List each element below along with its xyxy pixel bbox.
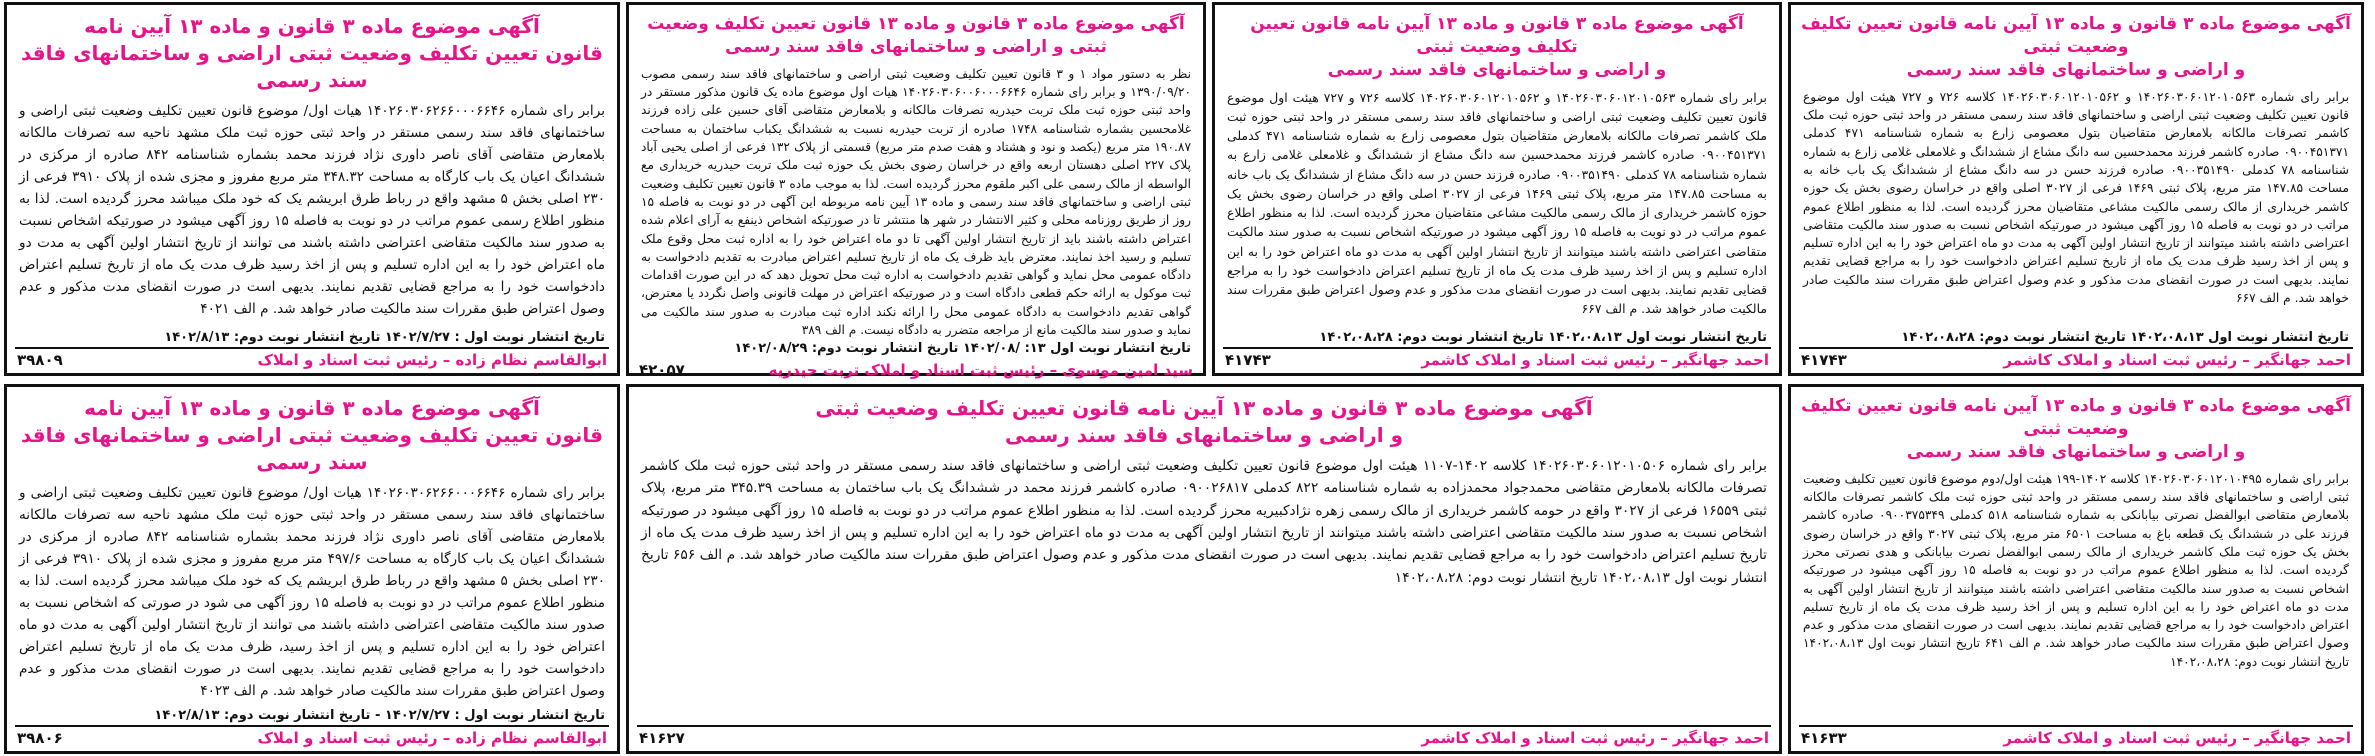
notice-title <box>1215 5 1779 86</box>
notice-body: برابر رای شماره ۱۴۰۲۶۰۳۰۶۲۶۶۰۰۰۶۶۴۶ هیات اول/ موضوع قانون تعیین تکلیف وضعیت ثبتی اراضی و ساختمانهای فاقد سند رسمی مستقر در واحد ثبتی حوزه ثبت ملک مشهد ناحیه سه تصرفات مالکانه بلامعارض متقاضی آقای ناصر داوری نژاد فرزند محمد بشماره شناسنامه ۸۴۲ صادره از مرکزی در ششدانگ اعیان یک باب کارگاه به مساحت ۳۴۸.۳۲ متر مربع مفروز و مجزی شده از پلاک ۳۹۱۰ فرعی از ۲۳۰ اصلی بخش ۵ مشهد واقع در رباط طرق ابریشم یک که خود ملک میباشد محرز گردیده است. لذا به منظور اطلاع رسمی عموم مراتب در دو نوبت به فاصله ۱۵ روز آگهی میشود در صورتیکه اشخاص نسبت به صدور سند مالکیت متقاضی اعتراضی داشته باشند می توانند از تاریخ انتشار اولین آگهی به مدت دو ماه اعتراض خود را به این اداره تسلیم و پس از اخذ رسید ظرف مدت یک ماه از تاریخ تسلیم اعتراض دادخواست خود را به مراجع قضایی تقدیم نمایند. بدیهی است در صورت انقضای مدت مذکور و عدم وصول اعتراض طبق مقررات سند مالکیت صادر خواهد شد. م الف ۴۰۲۱ <box>19 103 605 318</box>
notice-body: برابر رای شماره ۱۴۰۲۶۰۳۰۶۰۱۲۰۱۰۵۶۳ و ۱۴۰۲۶۰۳۰۶۰۱۲۰۱۰۵۶۲ کلاسه ۷۲۶ و ۷۲۷ هیئت اول موضوع قانون تعیین تکلیف وضعیت ثبتی اراضی و ساختمانهای فاقد سند رسمی مستقر در واحد ثبتی حوزه ثبت ملک کاشمر تصرفات مالکانه بلامعارض متقاضیان بتول معصومی زارع به شماره شناسنامه ۴۷۱ کدملی ۰۹۰۰۴۵۱۳۷۱ صادره کاشمر فرزند محمدحسین سه دانگ مشاع از ششدانگ و غلامعلی غلامی زارع به شماره شناسنامه ۷۸ کدملی ۰۹۰۰۳۵۱۴۹۰ صادره فرزند حسن در سه دانگ مشاع از ششدانگ یک باب خانه به مساحت ۱۴۷.۸۵ متر مربع، پلاک ثبتی ۱۴۶۹ فرعی از ۳۰۲۷ اصلی واقع در خراسان رضوی بخش یک حوزه کاشمر خریداری از مالک رسمی مالکیت مشاعی متقاضیان محرز گردیده است. لذا به منظور اطلاع عموم مراتب در دو نوبت به فاصله ۱۵ روز آگهی میشود در صورتیکه اشخاص نسبت به صدور سند مالکیت متقاضی اعتراضی داشته باشند میتوانند از تاریخ انتشار اولین آگهی به مدت دو ماه اعتراض خود را به این اداره تسلیم و پس از اخذ رسید ظرف مدت یک ماه از تاریخ تسلیم اعتراض دادخواست خود را به مراجع قضایی تقدیم نمایند. بدیهی است در صورت انقضای مدت مذکور و عدم وصول اعتراض طبق مقررات سند مالکیت صادر خواهد شد. م الف ۶۶۷ <box>1803 89 2350 306</box>
title-line-1: آگهی موضوع ماده ۳ قانون و ماده ۱۳ آیین نامه قانون تعیین تکلیف وضعیت ثبتی <box>1801 396 2351 439</box>
notice-footer <box>629 359 1203 383</box>
notice-kashmar-2 <box>626 384 1782 754</box>
ad-code: ۳۹۸۰۹ <box>17 351 63 369</box>
notice-footer <box>629 727 1779 751</box>
notice-body: برابر رای شماره ۱۴۰۲۶۰۳۰۶۰۱۲۰۱۰۴۹۵ کلاسه ۱۴۰۲-۱۹۹ هیئت اول/دوم موضوع قانون تعیین تکلیف وضعیت ثبتی اراضی و ساختمانهای فاقد سند رسمی مستقر در واحد ثبتی حوزه ثبت ملک کاشمر تصرفات مالکانه بلامعارض متقاضی ابوالفضل نصرتی بیابانکی به شماره شناسنامه ۵۱۸ کدملی ۰۹۰۰۳۷۵۳۴۹ صادره کاشمر فرزند علی در ششدانگ یک قطعه باغ به مساحت ۶۵۰۱ متر مربع، پلاک ثبتی ۳۰۲۷ واقع در خراسان رضوی بخش یک حوزه ثبت ملک کاشمر خریداری از مالک رسمی ابوالفضل نصرت بیابانکی و هدی نصرتی محرز گردیده است. لذا به منظور اطلاع عموم مراتب در دو نوبت به فاصله ۱۵ روز آگهی میشود در صورتیکه اشخاص نسبت به صدور سند مالکیت متقاضی اعتراضی داشته باشند میتوانند از تاریخ انتشار اولین آگهی به مدت دو ماه اعتراض خود را به این اداره تسلیم و پس از اخذ رسید ظرف مدت یک ماه از تاریخ تسلیم اعتراض دادخواست خود را به مراجع قضایی تقدیم نمایند. بدیهی است در صورت انقضای مدت مذکور و عدم وصول اعتراض طبق مقررات سند مالکیت صادر خواهد شد. م الف ۶۴۱ تاریخ انتشار نوبت اول ۱۴۰۲،۰۸،۱۳ تاریخ انتشار نوبت دوم: ۱۴۰۲،۰۸،۲۸ <box>1803 471 2350 669</box>
publication-dates: تاریخ انتشار نوبت اول : ۱۴۰۲/۷/۲۷ تاریخ انتشار نوبت دوم: ۱۴۰۲/۸/۱۳ <box>164 329 605 345</box>
ad-code: ۴۱۷۴۳ <box>1801 351 1847 369</box>
publication-dates: تاریخ انتشار نوبت اول ۱۴۰۲،۰۸،۱۳ تاریخ انتشار نوبت دوم: ۱۴۰۲،۰۸،۲۸ <box>1319 329 1767 345</box>
signature: سید امین موسوی – رئیس ثبت اسناد و املاک تربت حیدریه <box>768 360 1193 379</box>
signature: احمد جهانگیر – رئیس ثبت اسناد و املاک کاشمر <box>1421 351 1769 369</box>
notice-title <box>629 387 1779 453</box>
notice-title <box>1791 387 2361 468</box>
title-line-1: آگهی موضوع ماده ۳ قانون و ماده ۱۳ آیین نامه <box>84 396 540 420</box>
title-line-1: آگهی موضوع ماده ۳ قانون و ماده ۱۳ آیین نامه <box>84 14 540 38</box>
title-line-2: قانون تعیین تکلیف وضعیت ثبتی اراضی و ساختمانهای فاقد سند رسمی <box>21 41 603 92</box>
notice-body: نظر به دستور مواد ۱ و ۳ قانون تعیین تکلیف وضعیت ثبتی اراضی و ساختمانهای فاقد سند رسمی مصوب ۱۳۹۰/۰۹/۲۰ و برابر رای شماره ۱۴۰۲۶۰۳۰۶۰۰۶۰۰۰۶۶۴۶ هیات اول موضوع ماده یک قانون مذکور مستقر در واحد ثبتی حوزه ثبت ملک تربت حیدریه تصرفات مالکانه و بلامعارض متقاضی آقای حسین علی زاده فرزند غلامحسین بشماره شناسنامه ۱۷۴۸ صادره از تربت حیدریه نسبت به ششدانگ یکباب ساختمان به مساحت ۱۹۰.۸۷ متر مربع (یکصد و نود و هشتاد و هفت صدم متر مربع) قسمتی از پلاک ۱۳۲ فرعی از اصلی یحیی آباد پلاک ۲۲۷ اصلی دهستان اربعه واقع در خراسان رضوی بخش یک حوزه ثبت ملک تربت حیدریه خریداری مع الواسطه از مالک رسمی علی اکبر ملقوم محرز گردیده است. لذا به موجب ماده ۳ قانون تعیین تکلیف وضعیت ثبتی اراضی و ساختمانهای فاقد سند رسمی و ماده ۱۳ آیین نامه مربوطه این آگهی در دو نوبت به فاصله ۱۵ روز از طریق روزنامه محلی و کثیر الانتشار در شهر ها منتشر تا در صورتیکه اشخاص ذینفع به آرای اعلام شده اعتراض داشته باشند باید از تاریخ انتشار اولین آگهی تا دو ماه اعتراض خود را به اداره ثبت محل وقوع ملک تسلیم و رسید اخذ نمایند. معترض باید ظرف یک ماه از تاریخ تسلیم اعتراض مبادرت به تقدیم دادخواست به دادگاه عمومی محل نماید و گواهی تقدیم دادخواست به اداره ثبت محل تحویل دهد که در این صورت اقدامات ثبت موکول به ارائه حکم قطعی دادگاه است و در صورتیکه اعتراض در مهلت قانونی واصل نگردد یا معترض، گواهی تقدیم دادخواست به دادگاه عمومی محل را ارائه نکند اداره ثبت مبادرت به صدور سند مالکیت می نماید و صدور سند مالکیت مانع از مراجعه متضرر به دادگاه نیست. م الف ۳۸۹ <box>641 66 1192 338</box>
title-line-1: آگهی موضوع ماده ۳ قانون و ماده ۱۳ آیین نامه قانون تعیین تکلیف وضعیت ثبتی <box>815 396 1593 420</box>
notice-body: برابر رای شماره ۱۴۰۲۶۰۳۰۶۲۶۶۰۰۰۶۶۴۶ هیات اول/ موضوع قانون تعیین تکلیف وضعیت ثبتی اراضی و ساختمانهای فاقد سند رسمی مستقر در واحد ثبتی حوزه ثبت ملک مشهد ناحیه سه تصرفات مالکانه بلامعارض متقاضی آقای ناصر داوری نژاد فرزند محمد بشماره شناسنامه ۸۴۲ صادره از مرکزی در ششدانگ اعیان یک باب کارگاه به مساحت ۴۹۷/۶ متر مربع مفروز و مجزی شده از پلاک ۳۹۱۰ فرعی از ۲۳۰ اصلی بخش ۵ مشهد واقع در رباط طرق ابریشم یک که خود ملک میباشد محرز گردیده است. لذا به منظور اطلاع عموم مراتب در دو نوبت به فاصله ۱۵ روز آگهی می شود در صورتی که اشخاص نسبت به صدور سند مالکیت متقاضی اعتراضی داشته باشند می توانند از تاریخ انتشار اولین آگهی به مدت دو ماه اعتراض خود را به این اداره تسلیم و پس از اخذ رسید، ظرف مدت یک ماه از تاریخ تسلیم اعتراض دادخواست خود را به مراجع قضایی تقدیم نمایند. بدیهی است در صورت انقضای مدت مذکور و عدم وصول اعتراض طبق مقررات سند مالکیت صادر خواهد شد. م الف ۴۰۲۳ <box>19 485 605 700</box>
ad-code: ۴۲۰۵۷ <box>639 360 685 379</box>
signature: احمد جهانگیر – رئیس ثبت اسناد و املاک کاشمر <box>2003 351 2351 369</box>
notice-footer <box>1791 349 2361 373</box>
notice-mashhad-2 <box>4 384 620 754</box>
notice-kashmar-top-right <box>1788 2 2364 376</box>
notice-torbat-heydarieh <box>626 2 1206 379</box>
notice-title <box>629 5 1203 63</box>
notice-body: برابر رای شماره ۱۴۰۲۶۰۳۰۶۰۱۲۰۱۰۵۶۳ و ۱۴۰۲۶۰۳۰۶۰۱۲۰۱۰۵۶۲ کلاسه ۷۲۶ و ۷۲۷ هیئت اول موضوع قانون تعیین تکلیف وضعیت ثبتی اراضی و ساختمانهای فاقد سند رسمی مستقر در واحد ثبتی حوزه ثبت ملک کاشمر تصرفات مالکانه بلامعارض متقاضیان بتول معصومی زارع به شماره شناسنامه ۴۷۱ کدملی ۰۹۰۰۴۵۱۳۷۱ صادره کاشمر فرزند محمدحسین سه دانگ مشاع از ششدانگ و غلامعلی غلامی زارع به شماره شناسنامه ۷۸ کدملی ۰۹۰۰۳۵۱۴۹۰ صادره فرزند حسن در سه دانگ مشاع از ششدانگ یک باب خانه به مساحت ۱۴۷.۸۵ متر مربع، پلاک ثبتی ۱۴۶۹ فرعی از ۳۰۲۷ اصلی واقع در خراسان رضوی بخش یک حوزه کاشمر خریداری از مالک رسمی مالکیت مشاعی متقاضیان محرز گردیده است. لذا به منظور اطلاع عموم مراتب در دو نوبت به فاصله ۱۵ روز آگهی میشود در صورتیکه اشخاص نسبت به صدور سند مالکیت متقاضی اعتراضی داشته باشند میتوانند از تاریخ انتشار اولین آگهی به مدت دو ماه اعتراض خود را به این اداره تسلیم و پس از اخذ رسید ظرف مدت یک ماه از تاریخ تسلیم اعتراض دادخواست خود را به مراجع قضایی تقدیم نمایند. بدیهی است در صورت انقضای مدت مذکور و عدم وصول اعتراض طبق مقررات سند مالکیت صادر خواهد شد. م الف ۶۶۷ <box>1227 89 1767 317</box>
notice-kashmar-1 <box>1212 2 1782 376</box>
ad-code: ۴۱۶۲۷ <box>639 729 685 747</box>
ad-code: ۴۱۶۳۳ <box>1801 729 1847 747</box>
notice-title <box>1791 5 2361 86</box>
ad-code: ۳۹۸۰۶ <box>17 729 63 747</box>
signature: ابوالقاسم نظام زاده – رئیس ثبت اسناد و املاک <box>257 351 607 369</box>
title-line-2: قانون تعیین تکلیف وضعیت ثبتی اراضی و ساختمانهای فاقد سند رسمی <box>21 423 603 474</box>
publication-dates: تاریخ انتشار نوبت اول : ۱۴۰۲/۷/۲۷ - تاریخ انتشار نوبت دوم: ۱۴۰۲/۸/۱۳ <box>154 707 605 723</box>
title-line-1: آگهی موضوع ماده ۳ قانون و ماده ۱۳ قانون تعیین تکلیف وضعیت ثبتی و اراضی و ساختمانهای فاقد سند رسمی <box>647 14 1185 57</box>
signature: ابوالقاسم نظام زاده – رئیس ثبت اسناد و املاک <box>257 729 607 747</box>
title-line-2: و اراضی و ساختمانهای فاقد سند رسمی <box>1906 59 2246 80</box>
title-line-2: و اراضی و ساختمانهای فاقد سند رسمی <box>1327 59 1667 80</box>
signature: احمد جهانگیر – رئیس ثبت اسناد و املاک کاشمر <box>2003 729 2351 747</box>
title-line-2: و اراضی و ساختمانهای فاقد سند رسمی <box>1004 423 1404 447</box>
notice-footer <box>1215 349 1779 373</box>
notice-kashmar-3 <box>1788 384 2364 754</box>
notice-title <box>7 387 617 480</box>
signature: احمد جهانگیر – رئیس ثبت اسناد و املاک کاشمر <box>1421 729 1769 747</box>
publication-dates: تاریخ انتشار نوبت اول ۱۳: /۱۴۰۲/۰۸ تاریخ انتشار نوبت دوم: ۱۴۰۲/۰۸/۲۹ <box>734 341 1191 357</box>
notice-footer <box>7 349 617 373</box>
ad-code: ۴۱۷۴۳ <box>1225 351 1271 369</box>
notice-body: برابر رای شماره ۱۴۰۲۶۰۳۰۶۰۱۲۰۱۰۵۰۶ کلاسه ۱۴۰۲-۱۱۰۷ هیئت اول موضوع قانون تعیین تکلیف وضعیت ثبتی اراضی و ساختمانهای فاقد سند رسمی مستقر در واحد ثبتی حوزه ثبت ملک کاشمر تصرفات مالکانه بلامعارض متقاضی محمدجواد محمدزاده به شماره شناسنامه ۸۲۲ کدملی ۰۹۰۰۲۶۸۱۷ صادره کاشمر فرزند محمد در ششدانگ یک باب ساختمان به مساحت ۳۴۵.۳۹ متر مربع، پلاک ثبتی ۱۶۵۵۹ فرعی از ۳۰۲۷ واقع در حومه کاشمر خریداری از مالک رسمی زهره نژادکبیریه محرز گردیده است. لذا به منظور اطلاع عموم مراتب در دو نوبت به فاصله ۱۵ روز آگهی میشود در صورتیکه اشخاص نسبت به صدور سند مالکیت متقاضی اعتراضی داشته باشند میتوانند از تاریخ انتشار اولین آگهی به مدت دو ماه اعتراض خود را به این اداره تسلیم و پس از اخذ رسید ظرف مدت یک ماه از تاریخ تسلیم اعتراض دادخواست خود را به مراجع قضایی تقدیم نمایند. بدیهی است در صورت انقضای مدت مذکور و عدم وصول اعتراض طبق مقررات سند مالکیت صادر خواهد شد. م الف ۶۵۶ تاریخ انتشار نوبت اول ۱۴۰۲،۰۸،۱۳ تاریخ انتشار نوبت دوم: ۱۴۰۲،۰۸،۲۸ <box>641 458 1768 586</box>
notice-title <box>7 5 617 98</box>
notice-footer <box>1791 727 2361 751</box>
title-line-1: آگهی موضوع ماده ۳ قانون و ماده ۱۳ آیین نامه قانون تعیین تکلیف وضعیت ثبتی <box>1801 14 2351 57</box>
title-line-1: آگهی موضوع ماده ۳ قانون و ماده ۱۳ آیین نامه قانون تعیین تکلیف وضعیت ثبتی <box>1250 14 1744 57</box>
notice-footer <box>7 727 617 751</box>
notice-mashhad-1 <box>4 2 620 376</box>
title-line-2: و اراضی و ساختمانهای فاقد سند رسمی <box>1906 441 2246 462</box>
publication-dates: تاریخ انتشار نوبت اول ۱۴۰۲،۰۸،۱۳ تاریخ انتشار نوبت دوم: ۱۴۰۲،۰۸،۲۸ <box>1901 329 2349 345</box>
